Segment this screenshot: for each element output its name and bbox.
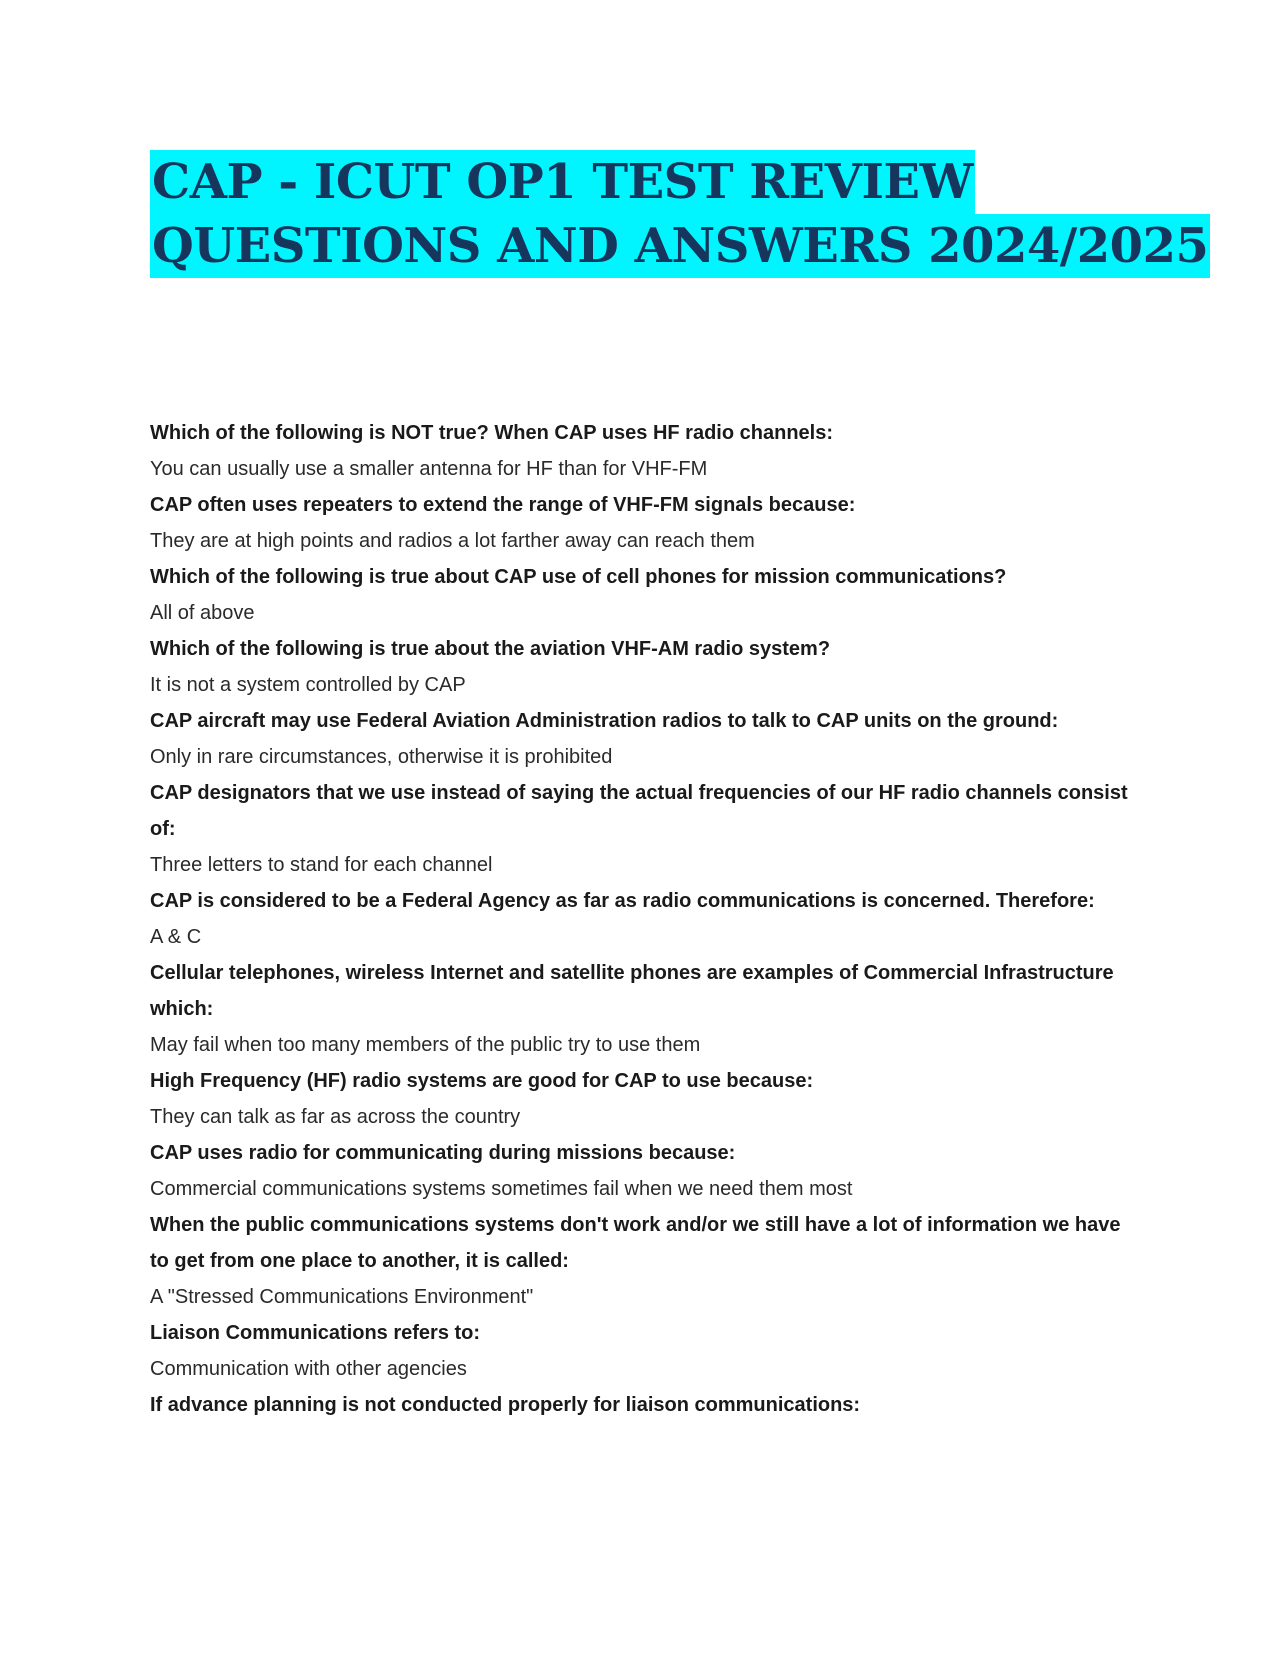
title-line-2: QUESTIONS AND ANSWERS 2024/2025 (150, 214, 1210, 278)
answer: They can talk as far as across the country (150, 1106, 521, 1128)
question: Which of the following is NOT true? When CAP uses HF radio channels: (150, 422, 833, 444)
question: Which of the following is true about the aviation VHF-AM radio system? (150, 638, 831, 660)
question: Cellular telephones, wireless Internet and satellite phones are examples of Commercial Infrastructure which: (150, 962, 1114, 1020)
answer: Only in rare circumstances, otherwise it is prohibited (150, 746, 613, 768)
question: CAP designators that we use instead of saying the actual frequencies of our HF radio channels consist of: (150, 782, 1128, 840)
qa-list (150, 415, 1130, 1423)
question: Which of the following is true about CAP use of cell phones for mission communications? (150, 566, 1007, 588)
question: CAP aircraft may use Federal Aviation Administration radios to talk to CAP units on the ground: (150, 710, 1059, 732)
question: CAP is considered to be a Federal Agency as far as radio communications is concerned. Therefore: (150, 890, 1095, 912)
answer: All of above (150, 602, 255, 624)
question: CAP often uses repeaters to extend the range of VHF-FM signals because: (150, 494, 856, 516)
answer: Commercial communications systems sometimes fail when we need them most (150, 1178, 853, 1200)
answer: It is not a system controlled by CAP (150, 674, 466, 696)
answer: May fail when too many members of the public try to use them (150, 1034, 701, 1056)
answer: They are at high points and radios a lot farther away can reach them (150, 530, 755, 552)
question: High Frequency (HF) radio systems are good for CAP to use because: (150, 1070, 814, 1092)
document-title (150, 150, 1209, 278)
question: If advance planning is not conducted properly for liaison communications: (150, 1394, 861, 1416)
answer: You can usually use a smaller antenna for HF than for VHF-FM (150, 458, 708, 480)
question: CAP uses radio for communicating during missions because: (150, 1142, 736, 1164)
answer: A & C (150, 926, 202, 948)
title-line-1: CAP - ICUT OP1 TEST REVIEW (150, 150, 975, 214)
question: Liaison Communications refers to: (150, 1322, 481, 1344)
answer: A "Stressed Communications Environment" (150, 1286, 534, 1308)
question: When the public communications systems don't work and/or we still have a lot of information we have to get from one place to another, it is called: (150, 1214, 1121, 1272)
answer: Communication with other agencies (150, 1358, 467, 1380)
answer: Three letters to stand for each channel (150, 854, 493, 876)
